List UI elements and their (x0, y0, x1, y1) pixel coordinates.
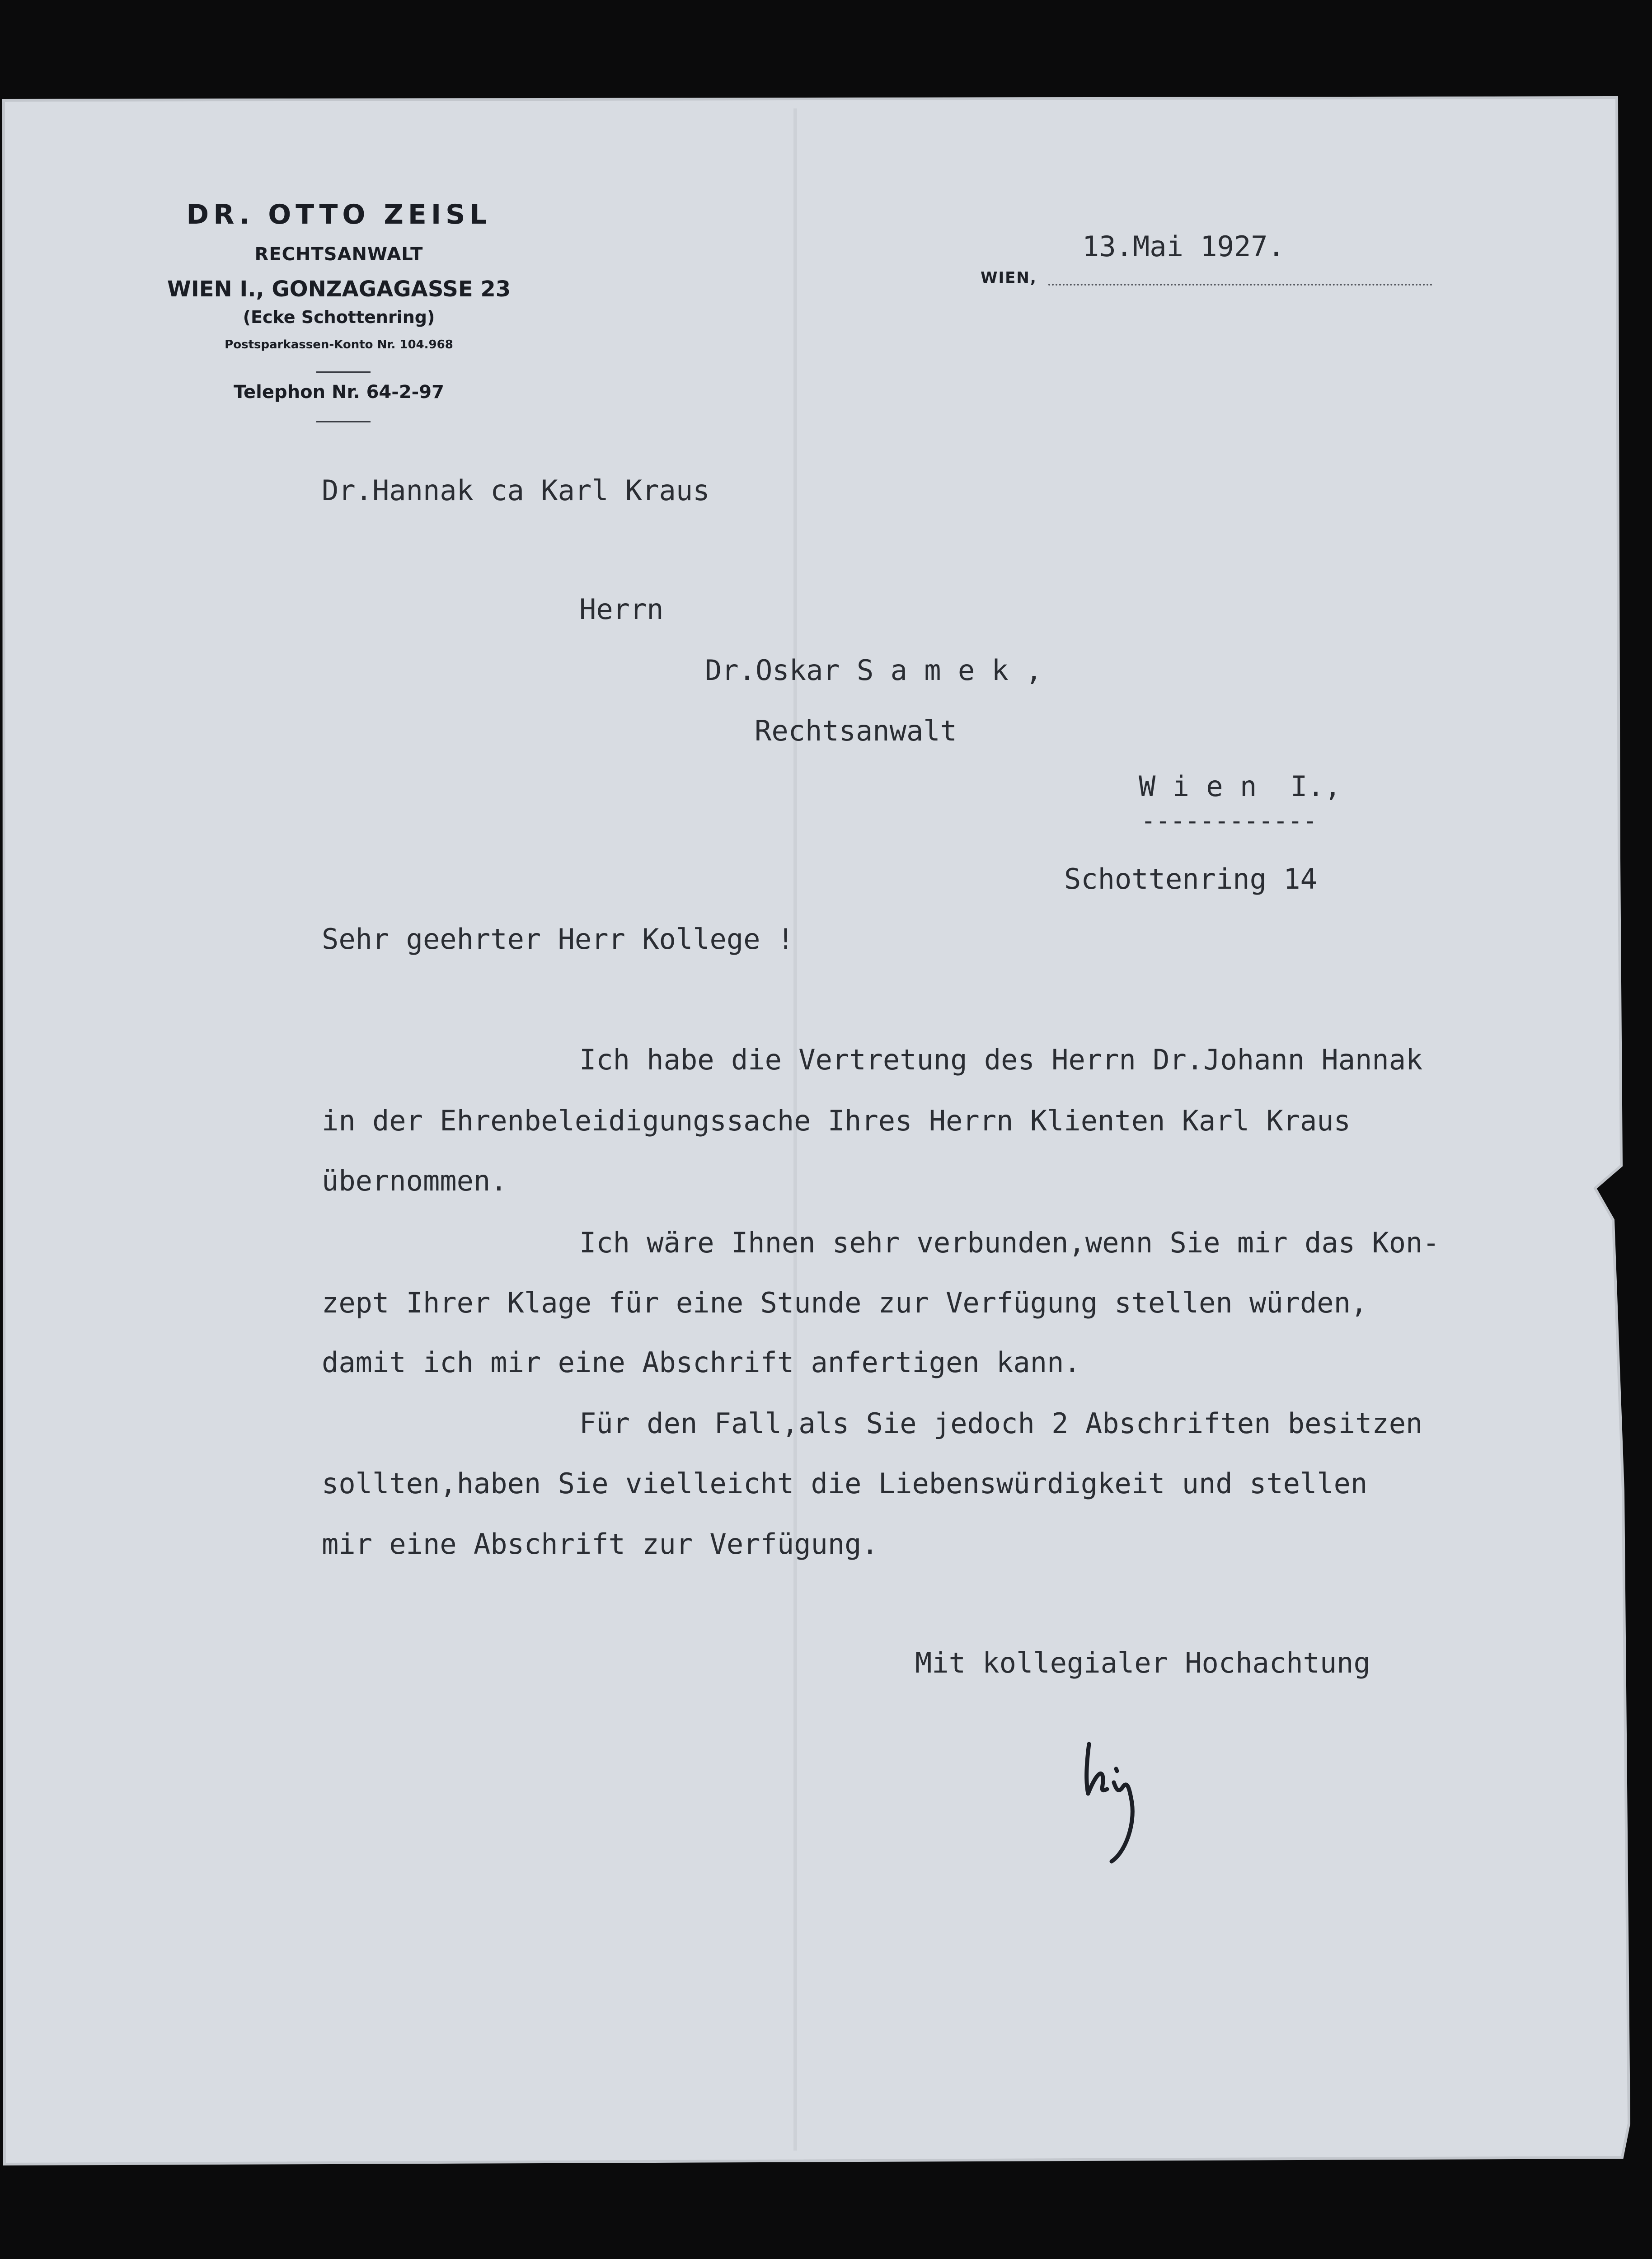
body-line: Ich wäre Ihnen sehr verbunden,wenn Sie mir das Kon- (579, 1226, 1440, 1259)
recipient-city-underline: ------------ (1141, 806, 1318, 835)
reference-line: Dr.Hannak ca Karl Kraus (322, 474, 710, 507)
letterhead-profession: RECHTSANWALT (254, 244, 423, 265)
closing: Mit kollegialer Hochachtung (915, 1646, 1370, 1679)
letterhead-corner: (Ecke Schottenring) (243, 307, 435, 327)
letterhead-telephone: Telephon Nr. 64-2-97 (234, 382, 444, 403)
recipient-street: Schottenring 14 (1064, 862, 1317, 895)
body-line: zept Ihrer Klage für eine Stunde zur Verfügung stellen würden, (322, 1286, 1368, 1319)
body-line: übernommen. (322, 1164, 507, 1197)
recipient-salutation: Herrn (579, 593, 664, 626)
recipient-title: Rechtsanwalt (755, 714, 957, 747)
letterhead-name: DR. OTTO ZEISL (186, 199, 492, 230)
greeting: Sehr geehrter Herr Kollege ! (322, 923, 794, 956)
recipient-city: W i e n I., (1139, 770, 1341, 803)
date-dotted-line (1048, 284, 1432, 286)
body-line: in der Ehrenbeleidigungssache Ihres Herrn Klienten Karl Kraus (322, 1104, 1351, 1137)
body-line: Ich habe die Vertretung des Herrn Dr.Johann Hannak (579, 1043, 1423, 1076)
date-place-label: WIEN, (981, 269, 1037, 287)
letter-date: 13.Mai 1927. (1082, 230, 1285, 263)
body-line: mir eine Abschrift zur Verfügung. (322, 1528, 878, 1561)
letterhead-address: WIEN I., GONZAGAGASSE 23 (167, 277, 511, 302)
body-line: sollten,haben Sie vielleicht die Liebenswürdigkeit und stellen (322, 1467, 1368, 1500)
body-line: damit ich mir eine Abschrift anfertigen kann. (322, 1346, 1081, 1379)
body-line: Für den Fall,als Sie jedoch 2 Abschriften besitzen (579, 1407, 1423, 1440)
letterhead-rule-lower (316, 421, 371, 422)
recipient-name: Dr.Oskar S a m e k , (705, 654, 1042, 687)
handwritten-signature (1075, 1726, 1166, 1870)
letterhead-rule-upper (316, 371, 371, 373)
letterhead-postal-account: Postsparkassen-Konto Nr. 104.968 (225, 338, 453, 352)
